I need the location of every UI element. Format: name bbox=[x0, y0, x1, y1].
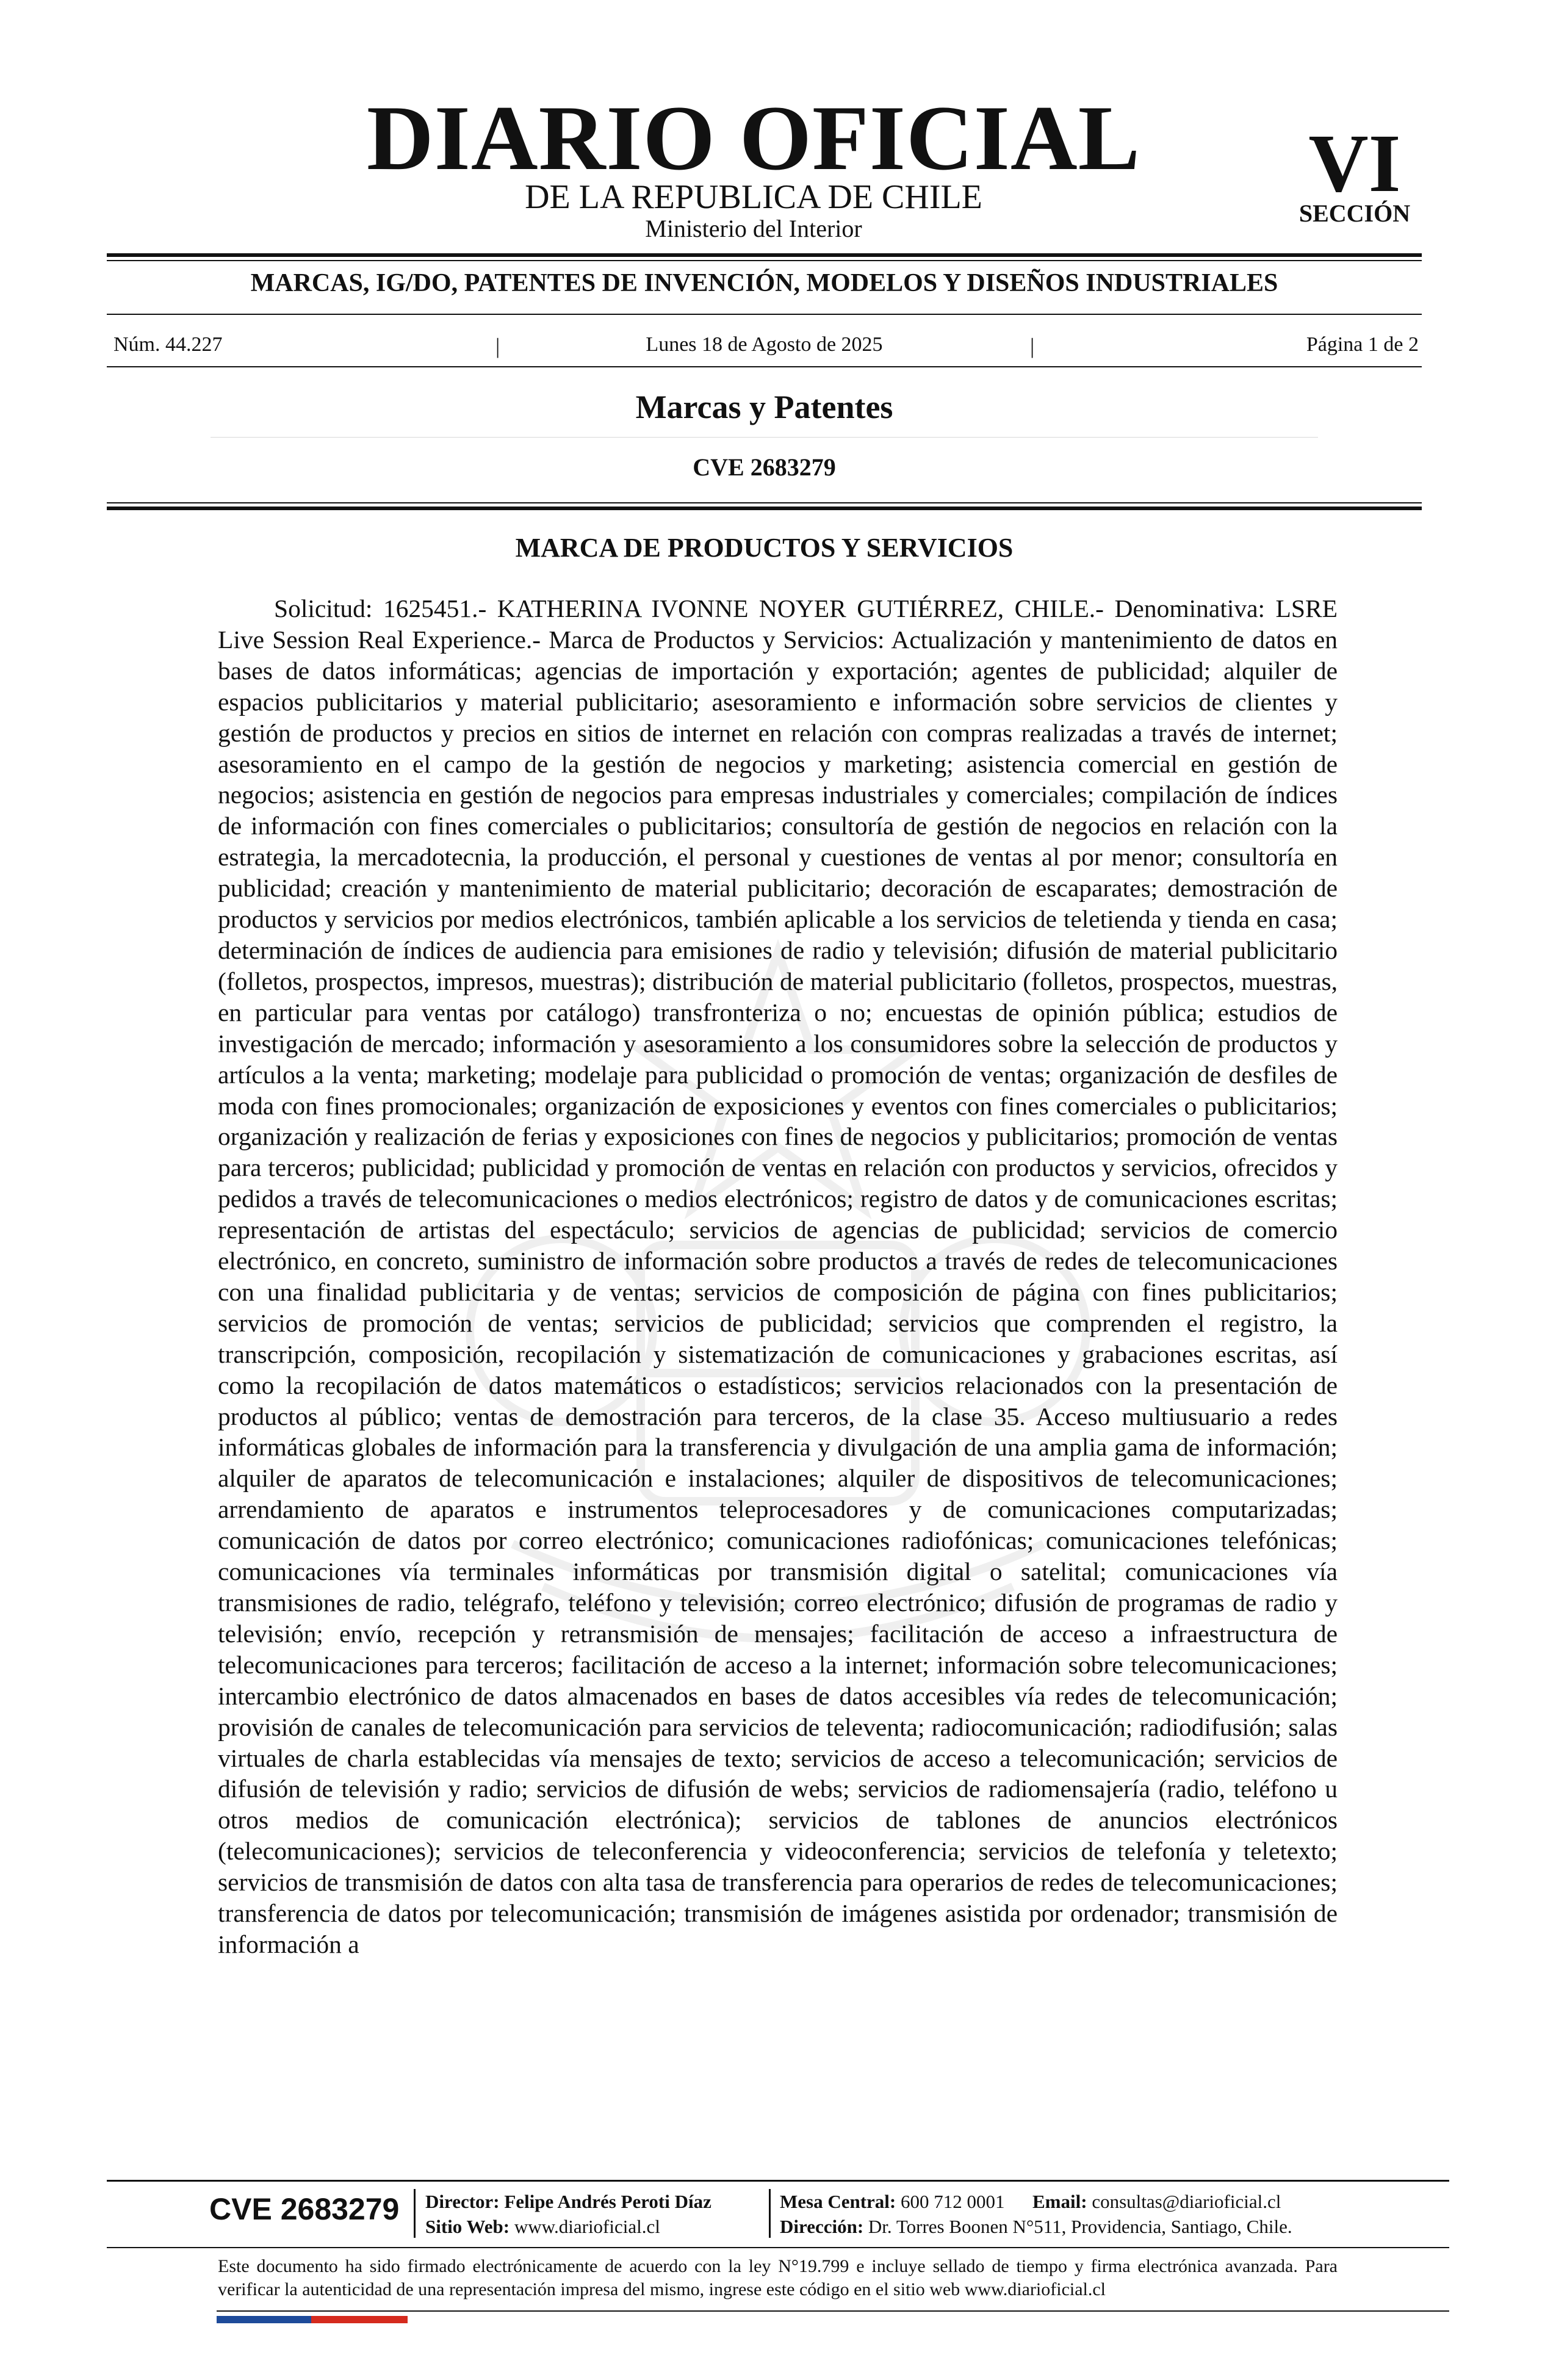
footer-legal-note: Este documento ha sido firmado electrónicamente de acuerdo con la ley N°19.799 e incluye sellado de tiempo y firma electrónica avanzada. Para verificar la autenticidad de una representación impresa del mismo, ingrese este código en el sitio web www.diarioficial.cl bbox=[218, 2256, 1338, 2299]
issue-separator: | bbox=[495, 334, 500, 358]
footer-website bbox=[425, 2217, 660, 2236]
section-label: SECCIÓN bbox=[1298, 200, 1411, 227]
director-name: Felipe Andrés Peroti Díaz bbox=[504, 2191, 711, 2212]
phone-number: 600 712 0001 bbox=[901, 2191, 1005, 2212]
category-title: Marcas y Patentes bbox=[635, 389, 893, 425]
masthead-ministry: Ministerio del Interior bbox=[645, 215, 862, 242]
footer-rule bbox=[107, 2180, 1449, 2182]
email-label: Email: bbox=[1032, 2191, 1087, 2212]
issue-rule-bottom bbox=[107, 366, 1422, 367]
header-rule-thin bbox=[107, 260, 1422, 261]
issue-separator: | bbox=[1030, 334, 1035, 358]
footer-cve-code: CVE 2683279 bbox=[209, 2192, 400, 2226]
footer-separator bbox=[414, 2189, 416, 2238]
footer-bottom-rule bbox=[217, 2310, 1449, 2312]
footer-director bbox=[425, 2192, 711, 2211]
flag-stripe-blue bbox=[217, 2316, 311, 2323]
footer-separator bbox=[769, 2189, 771, 2238]
issue-date: Lunes 18 de Agosto de 2025 bbox=[646, 333, 883, 356]
footer-contact bbox=[780, 2192, 1281, 2211]
footer-address bbox=[780, 2217, 1292, 2236]
footer-note-rule bbox=[107, 2247, 1449, 2248]
category-divider bbox=[211, 437, 1318, 438]
website-link[interactable]: www.diarioficial.cl bbox=[514, 2216, 660, 2237]
header-rule-thick bbox=[107, 253, 1422, 257]
section-number: VI bbox=[1308, 118, 1401, 209]
page-indicator: Página 1 de 2 bbox=[1306, 333, 1419, 356]
address-text: Dr. Torres Boonen N°511, Providencia, Santiago, Chile. bbox=[868, 2216, 1292, 2237]
doc-rule-thick bbox=[107, 507, 1422, 510]
issue-number: Núm. 44.227 bbox=[113, 333, 223, 356]
masthead-subtitle: DE LA REPUBLICA DE CHILE bbox=[525, 178, 982, 216]
website-label: Sitio Web: bbox=[425, 2216, 510, 2237]
director-label: Director: bbox=[425, 2191, 500, 2212]
section-heading: MARCAS, IG/DO, PATENTES DE INVENCIÓN, MODELOS Y DISEÑOS INDUSTRIALES bbox=[250, 269, 1278, 297]
doc-rule-thin bbox=[107, 502, 1422, 503]
phone-label: Mesa Central: bbox=[780, 2191, 896, 2212]
body-text: Solicitud: 1625451.- KATHERINA IVONNE NOYER GUTIÉRREZ, CHILE.- Denominativa: LSRE Live Session Real Experience.- Marca de Productos y Servicios: Actualización y mantenimiento de datos en bases de datos informáticas; agencias de importación y exportación; agentes de publicidad; alquiler de espacios publicitarios y material publicitario; asesoramiento e información sobre servicios de clientes y gestión de productos y precios en sitios de internet en relación con compras realizadas a través de internet; asesoramiento en el campo de la gestión de negocios y marketing; asistencia comercial en gestión de negocios; asistencia en gestión de negocios para empresas industriales y comerciales; compilación de índices de información con fines comerciales o publicitarios; consultoría de gestión de negocios en relación con la estrategia, la mercadotecnia, la producción, el personal y cuestiones de ventas al por menor; consultoría en publicidad; creación y mantenimiento de material publicitario; decoración de escaparates; demostración de productos y servicios por medios electrónicos, también aplicable a los servicios de teletienda y tienda en casa; determinación de índices de audiencia para emisiones de radio y televisión; difusión de material publicitario (folletos, prospectos, impresos, muestras); distribución de material publicitario (folletos, prospectos, muestras, en particular para ventas por catálogo) transfronteriza o no; encuestas de opinión pública; estudios de investigación de mercado; información y asesoramiento a los consumidores sobre la selección de productos y artículos a la venta; marketing; modelaje para publicidad o promoción de ventas; organización de desfiles de moda con fines promocionales; organización de exposiciones y eventos con fines comerciales o publicitarios; organización y realización de ferias y exposiciones con fines de negocios y publicitarios; promoción de ventas para terceros; publicidad; publicidad y promoción de ventas en relación con productos y servicios, ofrecidos y pedidos a través de telecomunicaciones o medios electrónicos; registro de datos y de comunicaciones escritas; representación de artistas del espectáculo; servicios de agencias de publicidad; servicios de comercio electrónico, en concreto, suministro de información sobre productos a través de redes de telecomunicaciones con una finalidad publicitaria y de ventas; servicios de composición de página con fines publicitarios; servicios de promoción de ventas; servicios de publicidad; servicios que comprenden el registro, la transcripción, composición, recopilación y sistematización de comunicaciones y grabaciones escritas, así como la recopilación de datos matemáticos o estadísticos; servicios relacionados con la presentación de productos al público; ventas de demostración para terceros, de la clase 35. Acceso multiusuario a redes informáticas globales de información para la transferencia y divulgación de una amplia gama de información; alquiler de aparatos de telecomunicación e instalaciones; alquiler de dispositivos de telecomunicaciones; arrendamiento de aparatos e instrumentos teleprocesadores y de comunicaciones computarizadas; comunicación de datos por correo electrónico; comunicaciones radiofónicas; comunicaciones telefónicas; comunicaciones vía terminales informáticas por transmisión digital o satelital; comunicaciones vía transmisiones de radio, telégrafo, teléfono y televisión; correo electrónico; difusión de programas de radio y televisión; envío, recepción y retransmisión de mensajes; facilitación de acceso a infraestructura de telecomunicaciones para terceros; facilitación de acceso a la internet; información sobre telecomunicaciones; intercambio electrónico de datos almacenados en bases de datos accesibles vía redes de telecomunicación; provisión de canales de telecomunicación para servicios de televenta; radiocomunicación; radiodifusión; salas virtuales de charla establecidas vía mensajes de texto; servicios de acceso a telecomunicación; servicios de difusión de televisión y radio; servicios de difusión de webs; servicios de radiomensajería (radio, teléfono u otros medios de comunicación electrónica); servicios de tablones de anuncios electrónicos (telecomunicaciones); servicios de teleconferencia y videoconferencia; servicios de telefonía y teletexto; servicios de transmisión de datos con alta tasa de transferencia para operarios de redes de telecomunicaciones; transferencia de datos por telecomunicación; transmisión de imágenes asistida por ordenador; transmisión de información a bbox=[218, 594, 1338, 1958]
email-link[interactable]: consultas@diarioficial.cl bbox=[1092, 2191, 1281, 2212]
address-label: Dirección: bbox=[780, 2216, 864, 2237]
cve-code: CVE 2683279 bbox=[693, 453, 836, 481]
issue-rule-top bbox=[107, 314, 1422, 315]
document-heading: MARCA DE PRODUCTOS Y SERVICIOS bbox=[515, 533, 1014, 563]
flag-stripe-red bbox=[311, 2316, 408, 2323]
masthead-title: DIARIO OFICIAL bbox=[366, 87, 1141, 189]
